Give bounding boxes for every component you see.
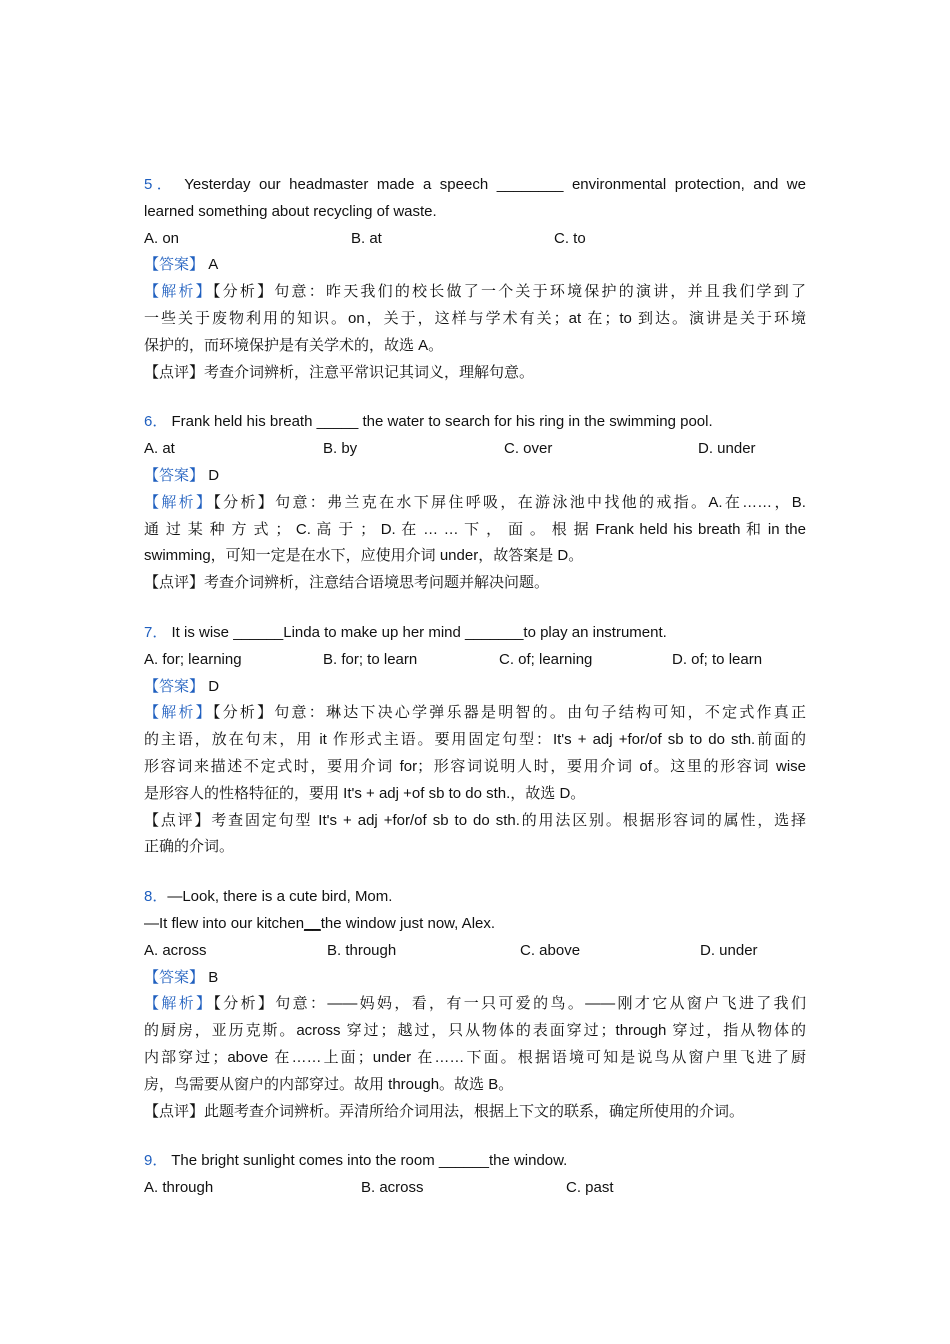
analysis-tag: 【解析】	[144, 995, 214, 1013]
option-a: A. at	[144, 440, 175, 458]
analysis-line: 【解析】【分析】句意：——妈妈，看，有一只可爱的鸟。——刚才它从窗户飞进了我们	[144, 995, 806, 1013]
analysis-line: 【解析】【分析】句意：弗兰克在水下屏住呼吸，在游泳池中找他的戒指。A.在……，B.	[144, 493, 806, 511]
option-a: A. on	[144, 229, 180, 247]
analysis-tag: 【解析】	[144, 493, 214, 511]
question-stem: 5． Yesterday our headmaster made a speech ________ environmental protection, and we	[144, 176, 806, 193]
options-row	[144, 226, 806, 253]
answer-tag: 【答案】	[144, 256, 205, 274]
options-row	[144, 647, 806, 674]
question-6	[144, 409, 806, 597]
answer-tag: 【答案】	[144, 677, 205, 695]
question-stem-cont: —It flew into our kitchen__the window just now, Alex.	[144, 914, 496, 932]
option-b: B. for; to learn	[323, 650, 418, 668]
option-b: B. by	[323, 440, 358, 458]
analysis-line: 形容词来描述不定式时，要用介词 for；形容词说明人时，要用介词 of。这里的形容词 wise	[144, 757, 806, 775]
option-b: B. at	[351, 229, 382, 247]
comment-line: 【点评】考查介词辨析，注意平常识记其词义，理解句意。	[144, 363, 535, 381]
question-stem: 8．—Look, there is a cute bird, Mom.	[144, 888, 393, 906]
answer-tag: 【答案】	[144, 968, 205, 986]
question-number: 6．	[144, 413, 168, 431]
option-c: C. above	[520, 941, 581, 959]
analysis-line: swimming，可知一定是在水下，应使用介词 under，故答案是 D。	[144, 547, 584, 565]
question-number: 9．	[144, 1152, 168, 1170]
answer-line	[144, 674, 806, 701]
answer-value: B	[208, 968, 219, 986]
document-page	[144, 172, 806, 1225]
analysis-line: 一些关于废物利用的知识。on，关于，这样与学术有关；at 在；to 到达。演讲是关于环境	[144, 309, 806, 327]
option-d: D. under	[698, 440, 756, 458]
question-number: 5．	[144, 176, 177, 193]
options-row	[144, 938, 806, 965]
option-d: D. under	[700, 941, 758, 959]
option-a: A. across	[144, 941, 207, 959]
answer-line	[144, 252, 806, 279]
question-9	[144, 1148, 806, 1202]
analysis-line: 的主语，放在句末，用 it 作形式主语。要用固定句型：It's + adj +for/of sb to do sth.前面的	[144, 731, 806, 749]
question-5	[144, 172, 806, 386]
analysis-line: 保护的，而环境保护是有关学术的，故选 A。	[144, 336, 444, 354]
option-a: A. through	[144, 1179, 214, 1197]
option-d: D. of; to learn	[672, 650, 763, 668]
comment-line: 【点评】考查固定句型 It's + adj +for/of sb to do sth.的用法区别。根据形容词的属性，选择	[144, 811, 806, 829]
option-c: C. to	[554, 229, 586, 247]
question-stem-cont: learned something about recycling of waste.	[144, 202, 437, 220]
analysis-line: 内部穿过；above 在……上面；under 在……下面。根据语境可知是说鸟从窗户里飞进了厨	[144, 1048, 806, 1066]
question-8	[144, 884, 806, 1125]
answer-value: D	[208, 677, 220, 695]
answer-line	[144, 965, 806, 992]
analysis-line: 【解析】【分析】句意：琳达下决心学弹乐器是明智的。由句子结构可知，不定式作真正	[144, 704, 806, 722]
comment-line: 【点评】此题考查介词辨析。弄清所给介词用法，根据上下文的联系，确定所使用的介词。	[144, 1102, 745, 1120]
analysis-line: 房，鸟需要从窗户的内部穿过。故用 through。故选 B。	[144, 1075, 514, 1093]
options-row	[144, 1175, 806, 1202]
question-stem: 9． The bright sunlight comes into the room ______the window.	[144, 1152, 568, 1170]
option-c: C. of; learning	[499, 650, 593, 668]
question-stem: 7． It is wise ______Linda to make up her mind _______to play an instrument.	[144, 623, 667, 641]
option-b: B. through	[327, 941, 397, 959]
question-number: 7．	[144, 623, 168, 641]
analysis-line: 的厨房，亚历克斯。across 穿过；越过，只从物体的表面穿过；through 穿过，指从物体的	[144, 1022, 806, 1040]
option-c: C. past	[566, 1179, 614, 1197]
analysis-tag: 【解析】	[144, 283, 213, 301]
answer-tag: 【答案】	[144, 466, 205, 484]
analysis-line: 是形容人的性格特征的，要用 It's + adj +of sb to do sth.，故选 D。	[144, 784, 586, 802]
analysis-line: 通 过 某 种 方 式 ； C. 高 于 ； D. 在 … … 下 ， 面 。 根 据 Frank held his breath 和 in the	[144, 520, 806, 538]
question-stem: 6． Frank held his breath _____ the water to search for his ring in the swimming pool.	[144, 413, 713, 431]
analysis-tag: 【解析】	[144, 704, 213, 722]
answer-value: D	[208, 466, 220, 484]
options-row	[144, 436, 806, 463]
question-number: 8．	[144, 888, 168, 906]
comment-line: 正确的介词。	[144, 838, 235, 856]
option-c: C. over	[504, 440, 553, 458]
answer-value: A	[208, 256, 219, 274]
option-a: A. for; learning	[144, 650, 242, 668]
option-b: B. across	[361, 1179, 424, 1197]
blank: __	[304, 914, 321, 932]
analysis-line: 【解析】【分析】句意：昨天我们的校长做了一个关于环境保护的演讲，并且我们学到了	[144, 283, 806, 301]
comment-line: 【点评】考查介词辨析，注意结合语境思考问题并解决问题。	[144, 574, 550, 592]
answer-line	[144, 463, 806, 490]
question-7	[144, 620, 806, 861]
